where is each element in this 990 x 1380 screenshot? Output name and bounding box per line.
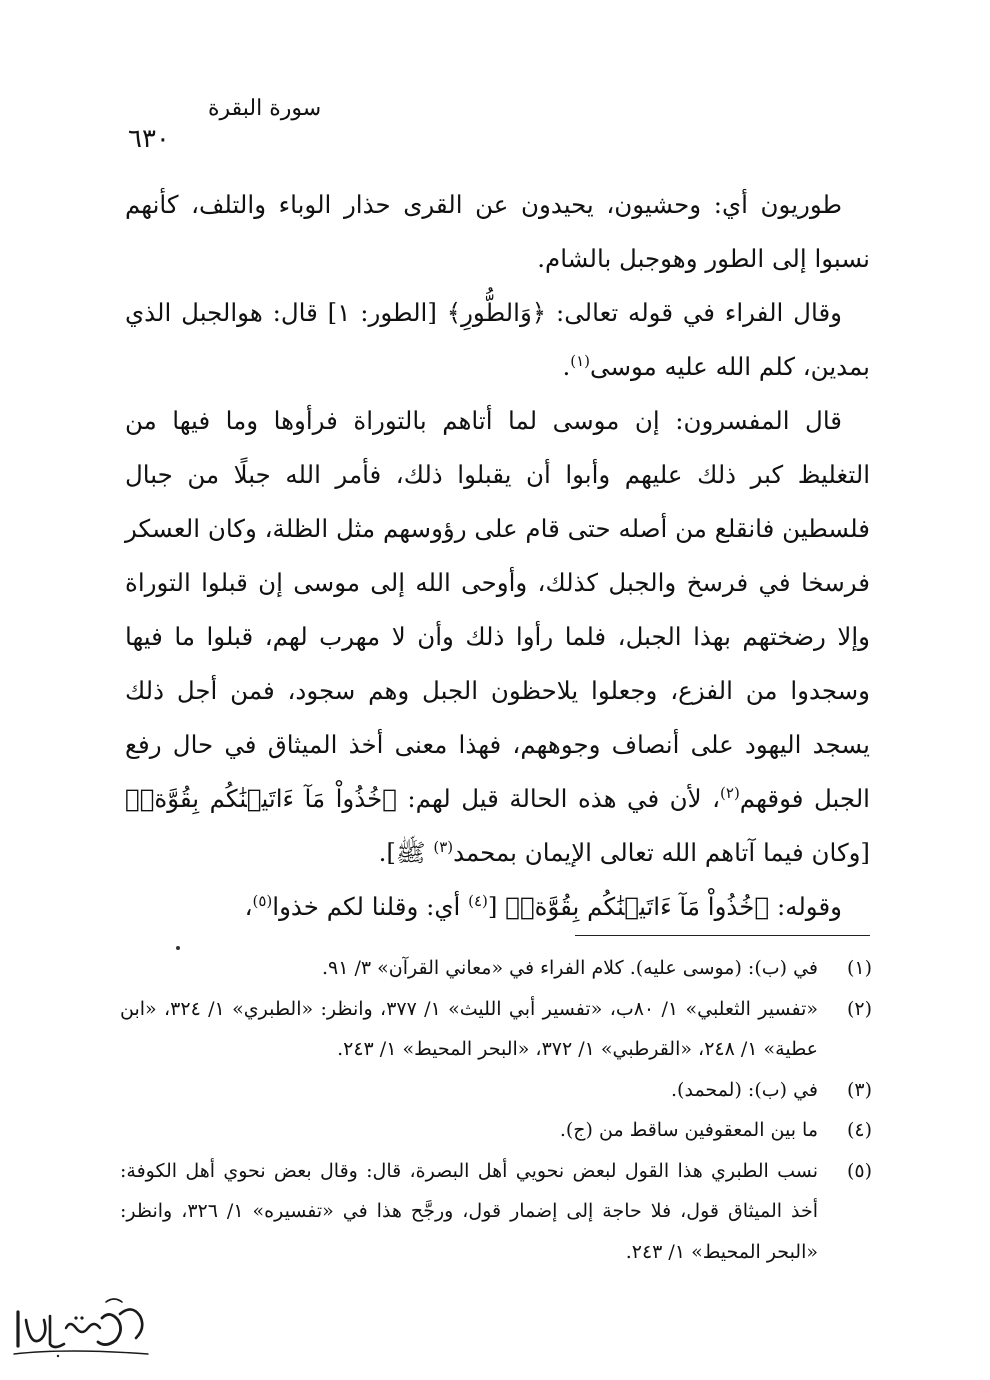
paragraph-2-text-end: [الطور: ١] قال: هوالجبل الذي بمدين، كلم الله عليه موسى [125,298,870,381]
paragraph-3 [125,394,870,880]
paragraph-3-closing: ﷺ]. [378,838,434,867]
paragraph-4-text-start: وقوله: [769,892,842,921]
main-text [125,178,870,934]
footnote-5 [120,1151,872,1273]
paragraph-1 [125,178,870,286]
footnote-number: (١) [846,957,872,979]
footnote-ref-2: (٢) [720,783,740,802]
footnote-text: «تفسير الثعلبي» ١/ ٨٠ب، «تفسير أبي الليث» ١/ ٣٧٧، وانظر: «الطبري» ١/ ٣٢٤، «ابن عطية» ١/ ٢٤٨، «القرطبي» ١/ ٣٧٢، «البحر المحيط» ١/ ٢٤٣. [120,997,818,1060]
footnote-3 [120,1070,872,1111]
paragraph-2-period: . [562,352,571,381]
paragraph-1-text: طوريون أي: وحشيون، يحيدون عن القرى حذار الوباء والتلف، كأنهم نسبوا إلى الطور وهوجبل بالشام. [125,190,870,273]
stamp-stroke [26,1320,45,1341]
footnote-ref-3: (٣) [433,837,454,856]
paragraph-4-text: أي: وقلنا لكم خذوا [272,892,469,921]
footnote-number: (٤) [846,1119,872,1141]
footnote-4 [120,1110,872,1151]
paragraph-2 [125,286,870,394]
quran-verse-tur: ﴿وَالطُّورِ﴾ [446,298,547,327]
quran-verse-khudhu-2: ﴿خُذُواْ مَآ ءَاتَيۡنَٰكُم بِقُوَّةٖ﴾ [505,892,770,921]
footnote-ref-4: (٤) [468,891,488,910]
footnote-ref-1: (١) [570,351,591,370]
surah-title: سورة البقرة [208,96,322,121]
footnote-text: نسب الطبري هذا القول لبعض نحويي أهل البصرة، قال: وقال بعض نحوي أهل الكوفة: أخذ الميثاق قول، فلا حاجة إلى إضمار قول، ورجَّح هذا في «تفسيره» ١/ ٣٢٦، وانظر: «البحر المحيط» ١/ ٢٤٣. [120,1159,818,1263]
footnote-ref-5: (٥) [252,891,273,910]
footnote-number: (٥) [846,1159,872,1182]
footnote-text: في (ب): (موسى عليه). كلام الفراء في «معاني القرآن» ٣/ ٩١. [321,957,818,979]
calligraphy-stamp [6,1290,156,1370]
footnote-1 [120,948,872,989]
paragraph-4-bracket: [ [487,892,506,921]
paragraph-3-text-end: [وكان فيما آتاهم الله تعالى الإيمان بمحمد [453,838,870,867]
stamp-dot [74,1316,77,1319]
footnote-number: (٣) [846,1078,872,1101]
paragraph-4 [125,880,870,934]
footnote-text: في (ب): (لمحمد). [671,1078,818,1101]
footnote-2 [120,989,872,1070]
paragraph-2-text-start: وقال الفراء في قوله تعالى: [546,298,842,327]
paragraph-3-text-mid: ، لأن في هذه الحالة قيل لهم: [396,784,721,813]
stamp-stroke [14,1351,148,1354]
footnote-number: (٢) [846,997,872,1020]
stamp-stroke [98,1314,121,1344]
quran-verse-khudhu: ﴿خُذُواْ مَآ ءَاتَيۡنَٰكُم بِقُوَّةٖ﴾ [125,784,397,813]
paragraph-4-comma: ، [244,892,253,921]
stamp-stroke [106,1299,122,1302]
stamp-dot [57,1355,59,1357]
page-number: ٦٣٠ [128,124,170,154]
paragraph-3-text-start: قال المفسرون: إن موسى لما أتاهم بالتوراة فرأوها وما فيها من التغليظ كبر ذلك عليهم وأبوا أن يقبلوا ذلك، فأمر الله جبلًا من جبال فلسطين فانقلع من أصله حتى قام على رؤوسهم مثل الظلة، وكان العسكر فرسخا في فرسخ والجبل كذلك، وأوحى الله إلى موسى إن قبلوا التوراة وإلا رضختهم بهذا الجبل، فلما رأوا ذلك وأن لا مهرب لهم، قبلوا ما فيها وسجدوا من الفزع، وجعلوا يلاحظون الجبل وهم سجود، فمن أجل ذلك يسجد اليهود على أنصاف وجوههم، فهذا معنى أخذ الميثاق في حال رفع الجبل فوقهم [125,406,870,813]
stamp-stroke [50,1316,64,1347]
footnotes [120,948,872,1272]
stamp-stroke [120,1309,142,1338]
footnote-divider [575,935,870,936]
stamp-stroke [66,1324,100,1332]
footnote-text: ما بين المعقوفين ساقط من (ج). [559,1119,818,1141]
page-header [120,96,870,156]
stamp-dot [80,1316,83,1319]
